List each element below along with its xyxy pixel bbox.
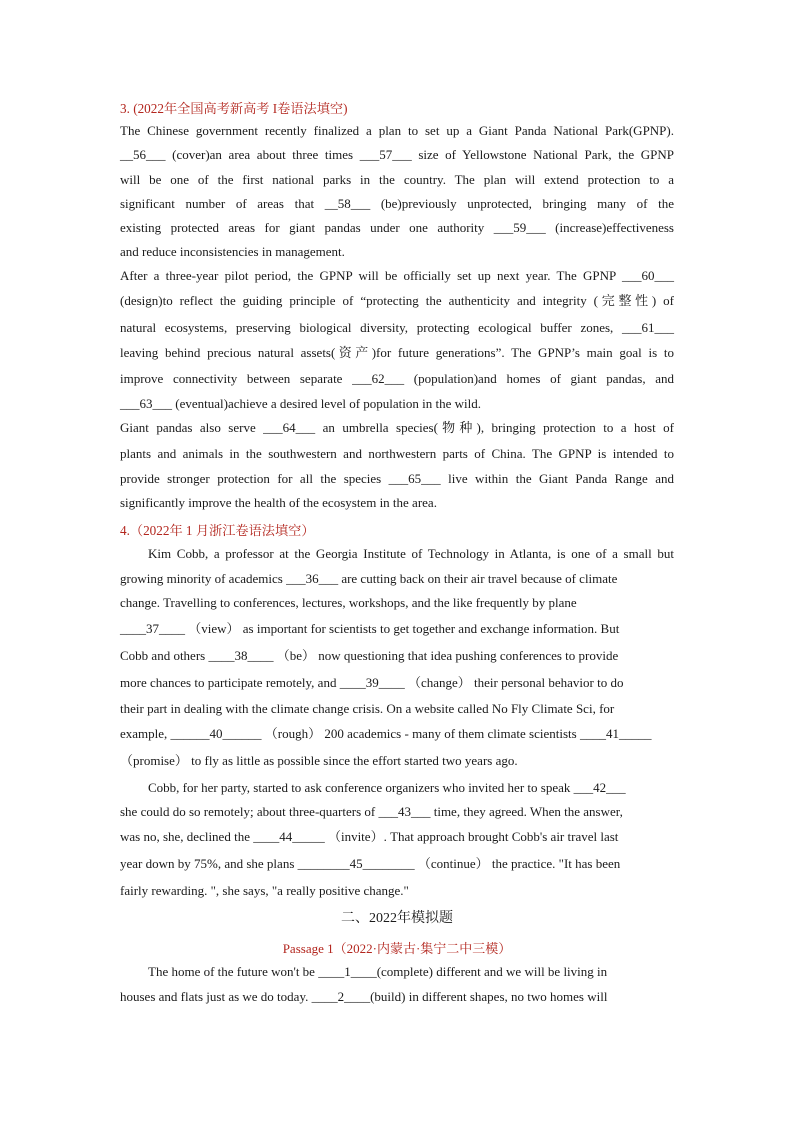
q3-line-1: The Chinese government recently finalized a plan to set up a Giant Panda National Park(GPNP). <box>120 123 674 138</box>
question-3-heading: 3. (2022年全国高考新高考 I卷语法填空) <box>120 101 348 116</box>
section-2-heading: 二、2022年模拟题 <box>341 911 453 926</box>
q3-line-14: plants and animals in the southwestern and northwestern parts of China. The GPNP is intended to <box>120 446 674 461</box>
q4-line-10: Cobb, for her party, started to ask conference organizers who invited her to speak ___42___ <box>148 780 626 795</box>
q4-line-1: Kim Cobb, a professor at the Georgia Institute of Technology in Atlanta, is one of a small but <box>148 546 674 561</box>
q4-line-9: （promise） to fly as little as possible since the effort started two years ago. <box>120 753 518 768</box>
passage-1-line-1: The home of the future won't be ____1____(complete) different and we will be living in <box>148 964 608 979</box>
q3-line-2: __56___ (cover)an area about three times ___57___ size of Yellowstone National Park, the GPNP <box>120 147 674 162</box>
passage-1-line-2: houses and flats just as we do today. ____2____(build) in different shapes, no two homes will <box>120 989 608 1004</box>
q3-line-3: will be one of the first national parks in the country. The plan will extend protection to a <box>120 172 674 187</box>
q3-line-9: natural ecosystems, preserving biological diversity, protecting ecological buffer zones, ___61___ <box>120 320 674 335</box>
q4-line-13: year down by 75%, and she plans ________45________ （continue） the practice. "It has been <box>120 856 621 871</box>
q3-line-11: improve connectivity between separate ___62___ (population)and homes of giant pandas, and <box>120 371 674 386</box>
q3-line-8: (design)to reflect the guiding principle of “protecting the authenticity and integrity (完整性) of <box>120 293 674 308</box>
q4-line-2: growing minority of academics ___36___ are cutting back on their air travel because of climate <box>120 571 618 586</box>
q3-line-16: significantly improve the health of the ecosystem in the area. <box>120 495 437 510</box>
passage-1-title: Passage 1（2022·内蒙古·集宁二中三模） <box>282 941 512 956</box>
q4-line-6: more chances to participate remotely, and ____39____ （change） their personal behavior to do <box>120 675 624 690</box>
q4-line-5: Cobb and others ____38____ （be） now questioning that idea pushing conferences to provide <box>120 648 619 663</box>
question-4-heading: 4.（2022年 1 月浙江卷语法填空） <box>120 523 315 538</box>
q4-line-8: example, ______40______ （rough） 200 academics - many of them climate scientists ____41_____ <box>120 726 652 741</box>
q4-line-4: ____37____ （view） as important for scientists to get together and exchange information. But <box>120 621 620 636</box>
q4-line-3: change. Travelling to conferences, lectures, workshops, and the like frequently by plane <box>120 595 577 610</box>
q4-line-11: she could do so remotely; about three-quarters of ___43___ time, they agreed. When the answer, <box>120 804 623 819</box>
q3-line-10: leaving behind precious natural assets(资产)for future generations”. The GPNP’s main goal is to <box>120 345 674 360</box>
q3-line-4: significant number of areas that __58___ (be)previously unprotected, bringing many of the <box>120 196 674 211</box>
q3-line-13: Giant pandas also serve ___64___ an umbrella species(物种), bringing protection to a host of <box>120 420 674 435</box>
q4-line-14: fairly rewarding. ", she says, "a really positive change." <box>120 883 409 898</box>
q4-line-7: their part in dealing with the climate change crisis. On a website called No Fly Climate Sci, for <box>120 701 615 716</box>
q3-line-12: ___63___ (eventual)achieve a desired level of population in the wild. <box>120 396 481 411</box>
q4-line-12: was no, she, declined the ____44_____ （invite）. That approach brought Cobb's air travel last <box>120 829 619 844</box>
q3-line-7: After a three-year pilot period, the GPNP will be officially set up next year. The GPNP ___60___ <box>120 268 674 283</box>
q3-line-15: provide stronger protection for all the species ___65___ live within the Giant Panda Range and <box>120 471 674 486</box>
q3-line-6: and reduce inconsistencies in management. <box>120 244 345 259</box>
q3-line-5: existing protected areas for giant pandas under one authority ___59___ (increase)effectiveness <box>120 220 674 235</box>
